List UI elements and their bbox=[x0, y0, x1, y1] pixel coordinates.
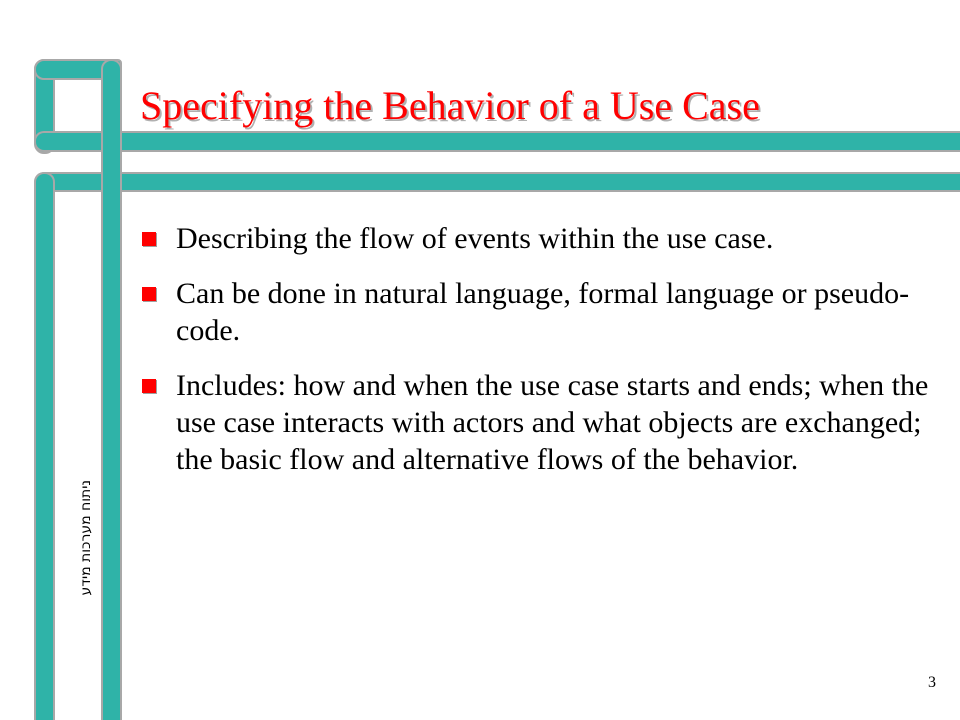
bullet-text: Includes: how and when the use case starts and ends; when the use case interacts with actors and what objects are exchanged; the basic flow and alternative flows of the behavior. bbox=[176, 369, 929, 476]
square-bullet-icon bbox=[142, 287, 156, 301]
frame-bar-content-top bbox=[34, 172, 960, 192]
frame-bar-left bbox=[34, 172, 55, 720]
bullet-list bbox=[142, 220, 932, 496]
frame-bar-right bbox=[101, 59, 122, 720]
bullet-item bbox=[142, 275, 932, 349]
page-number: 3 bbox=[928, 674, 936, 691]
bullet-item bbox=[142, 367, 932, 478]
square-bullet-icon bbox=[142, 379, 156, 393]
course-label: ניתוח מערכות מידע bbox=[78, 480, 94, 596]
frame-bar-title-underline bbox=[34, 131, 960, 152]
slide-title: Specifying the Behavior of a Use Case bbox=[140, 83, 760, 128]
square-bullet-icon bbox=[142, 232, 156, 246]
bullet-text: Can be done in natural language, formal language or pseudo-code. bbox=[176, 277, 910, 347]
bullet-item bbox=[142, 220, 932, 257]
bullet-text: Describing the flow of events within the use case. bbox=[176, 222, 774, 255]
